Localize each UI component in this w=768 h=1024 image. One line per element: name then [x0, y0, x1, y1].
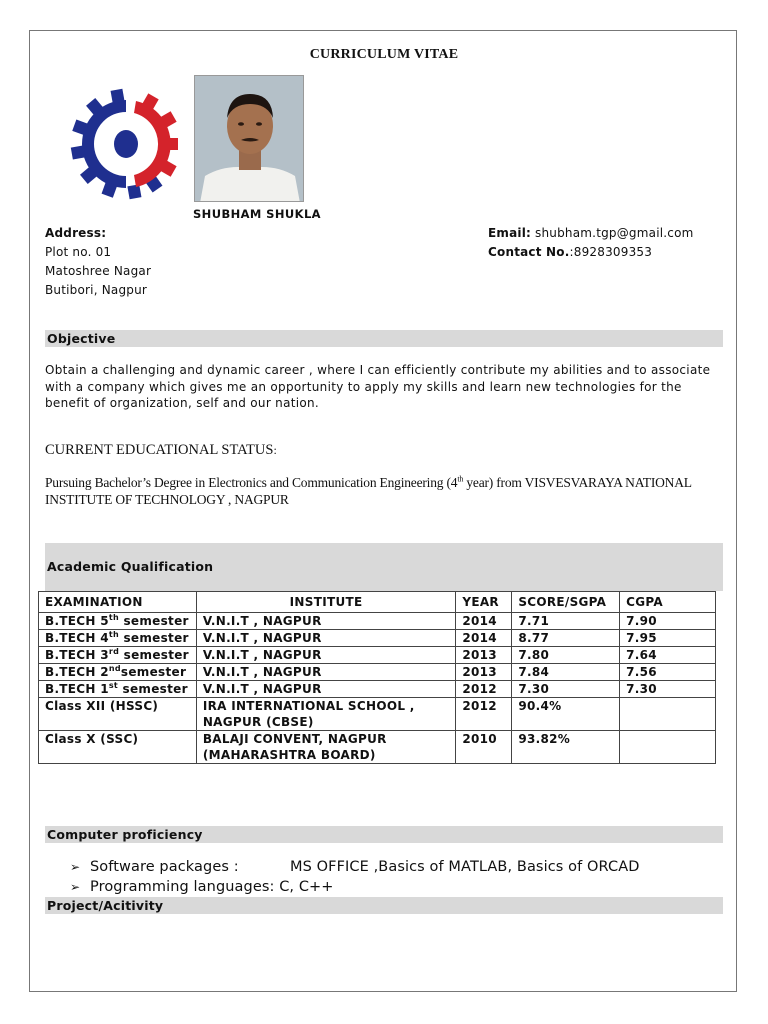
gear-logo-icon	[70, 79, 178, 209]
arrow-bullet-icon: ➢	[70, 880, 81, 894]
objective-text: Obtain a challenging and dynamic career , where I can efficiently contribute my abilities and to associate with a company which gives me an opportunity to apply my skills and learn new technologies for the benefit of organization, self and our nation.	[45, 363, 711, 410]
status-text-part: Pursuing Bachelor’s Degree in Electronics and Communication Engineering (4	[45, 475, 458, 490]
table-row	[39, 664, 716, 681]
cell-examination: Class X (SSC)	[39, 731, 197, 764]
table-row	[39, 630, 716, 647]
current-status-colon: :	[273, 443, 277, 457]
list-item	[70, 877, 640, 897]
address-line: Matoshree Nagar	[45, 264, 152, 278]
current-status-text	[45, 474, 725, 508]
cell-institute: BALAJI CONVENT, NAGPUR (MAHARASHTRA BOARD)	[196, 731, 456, 764]
cell-examination: B.TECH 3rd semester	[39, 647, 197, 664]
status-text-sup: th	[457, 474, 464, 484]
cell-institute: V.N.I.T , NAGPUR	[196, 613, 456, 630]
cell-score: 8.77	[512, 630, 620, 647]
person-photo-icon	[195, 76, 304, 202]
header-score: SCORE/SGPA	[512, 592, 620, 613]
cell-year: 2013	[456, 664, 512, 681]
cell-year: 2014	[456, 630, 512, 647]
address-line: Butibori, Nagpur	[45, 283, 148, 297]
cell-score: 90.4%	[512, 698, 620, 731]
candidate-name: SHUBHAM SHUKLA	[193, 207, 321, 221]
cell-year: 2012	[456, 681, 512, 698]
cell-cgpa: 7.30	[620, 681, 716, 698]
skill-label: Programming languages: C, C++	[90, 879, 334, 895]
table-row	[39, 613, 716, 630]
resume-page	[29, 30, 737, 992]
header-institute: INSTITUTE	[196, 592, 456, 613]
cell-examination: B.TECH 1st semester	[39, 681, 197, 698]
table-header-row	[39, 592, 716, 613]
project-heading: Project/Acitivity	[45, 897, 723, 914]
table-row	[39, 731, 716, 764]
academic-table	[38, 591, 716, 764]
contact-value: :8928309353	[569, 245, 653, 259]
computer-heading: Computer proficiency	[45, 826, 723, 843]
cell-score: 7.71	[512, 613, 620, 630]
current-status-title: CURRENT EDUCATIONAL STATUS	[45, 442, 274, 458]
cell-cgpa: 7.90	[620, 613, 716, 630]
cell-score: 7.84	[512, 664, 620, 681]
list-item	[70, 857, 640, 877]
email-label: Email:	[488, 226, 532, 240]
cell-year: 2013	[456, 647, 512, 664]
cell-examination: B.TECH 5th semester	[39, 613, 197, 630]
cell-examination: B.TECH 4th semester	[39, 630, 197, 647]
cell-cgpa: 7.64	[620, 647, 716, 664]
cell-score: 7.30	[512, 681, 620, 698]
cell-cgpa: 7.56	[620, 664, 716, 681]
header-examination: EXAMINATION	[39, 592, 197, 613]
cell-institute: V.N.I.T , NAGPUR	[196, 630, 456, 647]
table-row	[39, 698, 716, 731]
cell-examination: Class XII (HSSC)	[39, 698, 197, 731]
skill-label: Software packages :	[90, 859, 239, 875]
cell-cgpa: 7.95	[620, 630, 716, 647]
cell-year: 2012	[456, 698, 512, 731]
cell-cgpa	[620, 698, 716, 731]
status-text-part: year) from VISVESVARAYA NATIONAL INSTITUTE OF TECHNOLOGY , NAGPUR	[45, 475, 692, 507]
objective-heading: Objective	[45, 330, 723, 347]
cell-score: 7.80	[512, 647, 620, 664]
institute-logo	[70, 79, 178, 209]
cell-year: 2014	[456, 613, 512, 630]
header-year: YEAR	[456, 592, 512, 613]
address-line: Plot no. 01	[45, 245, 112, 259]
cell-examination: B.TECH 2ndsemester	[39, 664, 197, 681]
arrow-bullet-icon: ➢	[70, 860, 81, 874]
cell-institute: IRA INTERNATIONAL SCHOOL , NAGPUR (CBSE)	[196, 698, 456, 731]
academic-heading: Academic Qualification	[45, 543, 723, 591]
cell-institute: V.N.I.T , NAGPUR	[196, 647, 456, 664]
email-value[interactable]: shubham.tgp@gmail.com	[531, 226, 694, 240]
skills-list	[70, 857, 640, 897]
contact-label: Contact No.	[488, 245, 570, 259]
table-row	[39, 647, 716, 664]
current-status-heading	[45, 442, 277, 459]
address-label: Address:	[45, 226, 107, 240]
cell-year: 2010	[456, 731, 512, 764]
skill-value: MS OFFICE ,Basics of MATLAB, Basics of ORCAD	[290, 859, 640, 875]
header-cgpa: CGPA	[620, 592, 716, 613]
contact-block	[488, 224, 694, 262]
cell-institute: V.N.I.T , NAGPUR	[196, 681, 456, 698]
profile-photo	[194, 75, 304, 202]
cell-score: 93.82%	[512, 731, 620, 764]
table-row	[39, 681, 716, 698]
cell-cgpa	[620, 731, 716, 764]
address-block	[45, 224, 151, 300]
page-title: CURRICULUM VITAE	[309, 47, 459, 62]
cell-institute: V.N.I.T , NAGPUR	[196, 664, 456, 681]
